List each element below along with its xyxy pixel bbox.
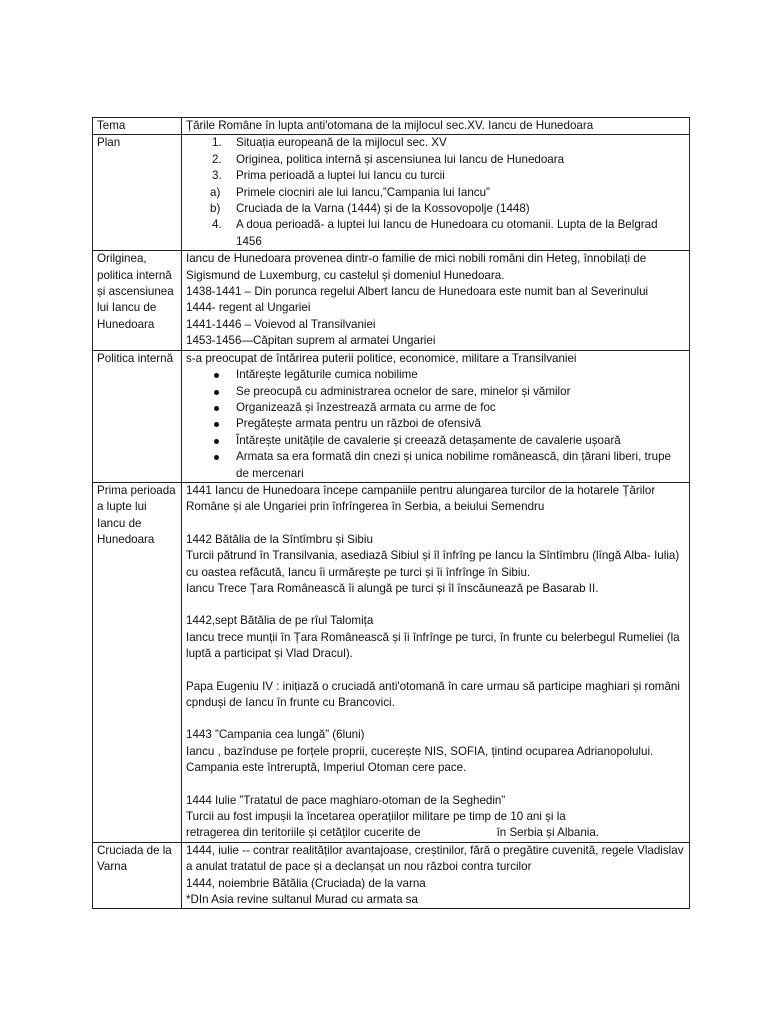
bullet-item xyxy=(186,367,685,383)
plan-list xyxy=(186,135,685,250)
bullet-text: Organizează și înzestrează armata cu arme de foc xyxy=(236,400,496,414)
plan-item xyxy=(186,201,685,217)
treaty-title: 1444 Iulie ”Tratatul de pace maghiaro-otoman de la Seghedin” xyxy=(186,793,506,807)
plan-text: Situația europeană de la mijlocul sec. XV xyxy=(236,136,447,150)
bullet-item xyxy=(186,384,685,400)
bullet-text: Întărește unitățile de cavalerie și creează detașamente de cavalerie ușoară xyxy=(236,433,621,447)
bullet-text: Se preocupă cu administrarea ocnelor de sare, minelor și vămilor xyxy=(236,384,571,398)
treaty-line xyxy=(186,825,685,841)
row-prima-perioada xyxy=(93,482,690,842)
bullet-icon xyxy=(214,455,219,460)
bullet-item xyxy=(186,433,685,449)
bullet-item xyxy=(186,400,685,416)
plan-marker: 3. xyxy=(212,169,222,183)
text-line: 1441-1446 – Voievod al Transilvaniei xyxy=(186,317,376,331)
row-politica xyxy=(93,350,690,482)
text-line: Papa Eugeniu IV : inițiază o cruciadă anti'otomană în care urmau să participe maghiari și români cpnduși de Iancu în frunte cu Brancovici. xyxy=(186,679,680,709)
politica-intro: s-a preocupat de întărirea puterii politice, economice, militare a Transilvaniei xyxy=(186,351,577,365)
plan-text: A doua perioadă- a luptei lui Iancu de Hunedoara cu otomanii. Lupta de la Belgrad 1456 xyxy=(236,218,658,248)
bullet-item xyxy=(186,416,685,432)
bullet-text: Pregătește armata pentru un război de ofensivă xyxy=(236,417,481,431)
notes-table xyxy=(92,117,690,909)
plan-marker: 2. xyxy=(212,152,222,166)
content-prima-perioada xyxy=(182,482,690,842)
text-line: 1442 Bătălia de la Sîntîmbru și Sibiu xyxy=(186,532,373,546)
plan-text: Prima perioadă a luptei lui Iancu cu turcii xyxy=(236,169,445,183)
content-politica xyxy=(182,350,690,482)
label-prima-perioada: Prima perioada a lupte lui Iancu de Hunedoara xyxy=(93,482,182,842)
text-line: Iancu de Hunedoara provenea dintr-o familie de mici nobili români din Heteg, înnobilați de Sigismund de Luxemburg, cu castelul și domeniul Hunedoara. xyxy=(186,252,647,282)
content-origine xyxy=(182,251,690,350)
text-line: Iancu , bazînduse pe forțele proprii, cucerește NIS, SOFIA, țintind ocuparea Adrianopolului. Campania este întreruptă, Imperiul Otoman cere pace. xyxy=(186,744,654,775)
plan-item xyxy=(186,217,685,250)
row-origine xyxy=(93,251,690,350)
plan-item xyxy=(186,152,685,168)
plan-marker: 4. xyxy=(212,218,222,232)
text-line: 1442,sept Bătălia de pe rîul Talomița xyxy=(186,614,374,628)
text-line: 1453-1456—Căpitan suprem al armatei Ungariei xyxy=(186,334,436,348)
text-line: *DIn Asia revine sultanul Murad cu armata sa xyxy=(186,893,418,907)
label-tema: Tema xyxy=(93,118,182,135)
bullet-icon xyxy=(214,422,219,427)
treaty-text: retragerea din teritoriile și cetăților cucerite de xyxy=(186,826,421,840)
bullet-icon xyxy=(214,406,219,411)
plan-marker: 1. xyxy=(212,136,222,150)
bullet-text: Intărește legăturile cumica nobilime xyxy=(236,368,418,382)
text-line: Iancu Trece Țara Românească îi alungă pe turci și îl înscăunează pe Basarab II. xyxy=(186,581,599,595)
plan-marker: b) xyxy=(210,202,221,216)
content-varna xyxy=(182,842,690,909)
text-line: 1444, iulie -- contrar realităților avantajoase, creștinilor, fără o pregătire cuvenită, regele Vladislav a anulat tratatul de pace și a declanșat un nou război contra turcilor xyxy=(186,843,684,874)
label-politica: Politica internă xyxy=(93,350,182,482)
text-line: Iancu trece munții în Țara Românească și îi înfrînge pe turci, în frunte cu belerbegul Rumeliei (la luptă a participat și Vlad Dracul). xyxy=(186,630,680,661)
text-line: 1438-1441 – Din porunca regelui Albert Iancu de Hunedoara este numit ban al Severinului xyxy=(186,285,649,299)
plan-item xyxy=(186,185,685,201)
bullet-text: Armata sa era formată din cnezi și unica nobilime românească, din țărani liberi, trupe de mercenari xyxy=(236,450,671,480)
treaty-text: în Serbia și Albania. xyxy=(496,826,600,840)
row-plan xyxy=(93,135,690,251)
text-line: 1444- regent al Ungariei xyxy=(186,301,311,315)
label-plan: Plan xyxy=(93,135,182,251)
text-line: 1444, noiembrie Bătălia (Cruciada) de la varna xyxy=(186,876,426,890)
text-line: 1441 Iancu de Hunedoara începe campaniile pentru alungarea turcilor de la hotarele Țărilor Române și ale Ungariei prin înfrîngerea în Serbia, a beiului Semendru xyxy=(186,483,656,514)
bullet-icon xyxy=(214,439,219,444)
label-origine: Orilginea, politica internă și ascensiunea lui Iancu de Hunedoara xyxy=(93,251,182,350)
plan-item xyxy=(186,135,685,151)
bullet-icon xyxy=(214,373,219,378)
treaty-line: Turcii au fost impușii la încetarea operațiilor militare pe timp de 10 ani și la xyxy=(186,810,566,824)
plan-text: Originea, politica internă și ascensiunea lui Iancu de Hunedoara xyxy=(236,152,565,166)
plan-marker: a) xyxy=(210,185,221,199)
text-line: 1443 ”Campania cea lungă” (6luni) xyxy=(186,728,365,742)
content-tema: Țările Române în lupta anti'otomana de la mijlocul sec.XV. Iancu de Hunedoara xyxy=(182,118,690,135)
bullet-item xyxy=(186,449,685,482)
politica-list xyxy=(186,367,685,482)
plan-text: Primele ciocniri ale lui Iancu,”Campania lui Iancu” xyxy=(236,185,490,199)
label-varna: Cruciada de la Varna xyxy=(93,842,182,909)
bullet-icon xyxy=(214,390,219,395)
row-tema xyxy=(93,118,690,135)
content-plan xyxy=(182,135,690,251)
plan-text: Cruciada de la Varna (1444) și de la Kossovopolje (1448) xyxy=(236,202,530,216)
row-varna xyxy=(93,842,690,909)
plan-item xyxy=(186,168,685,184)
text-line: Turcii pătrund în Transilvania, asediază Sibiul și îl înfrîng pe Iancu la Sîntîmbru (lîngă Alba- Iulia) cu oastea refăcută, Iancu îi urmărește pe turci și îi înfrînge în Sibiu. xyxy=(186,549,680,579)
